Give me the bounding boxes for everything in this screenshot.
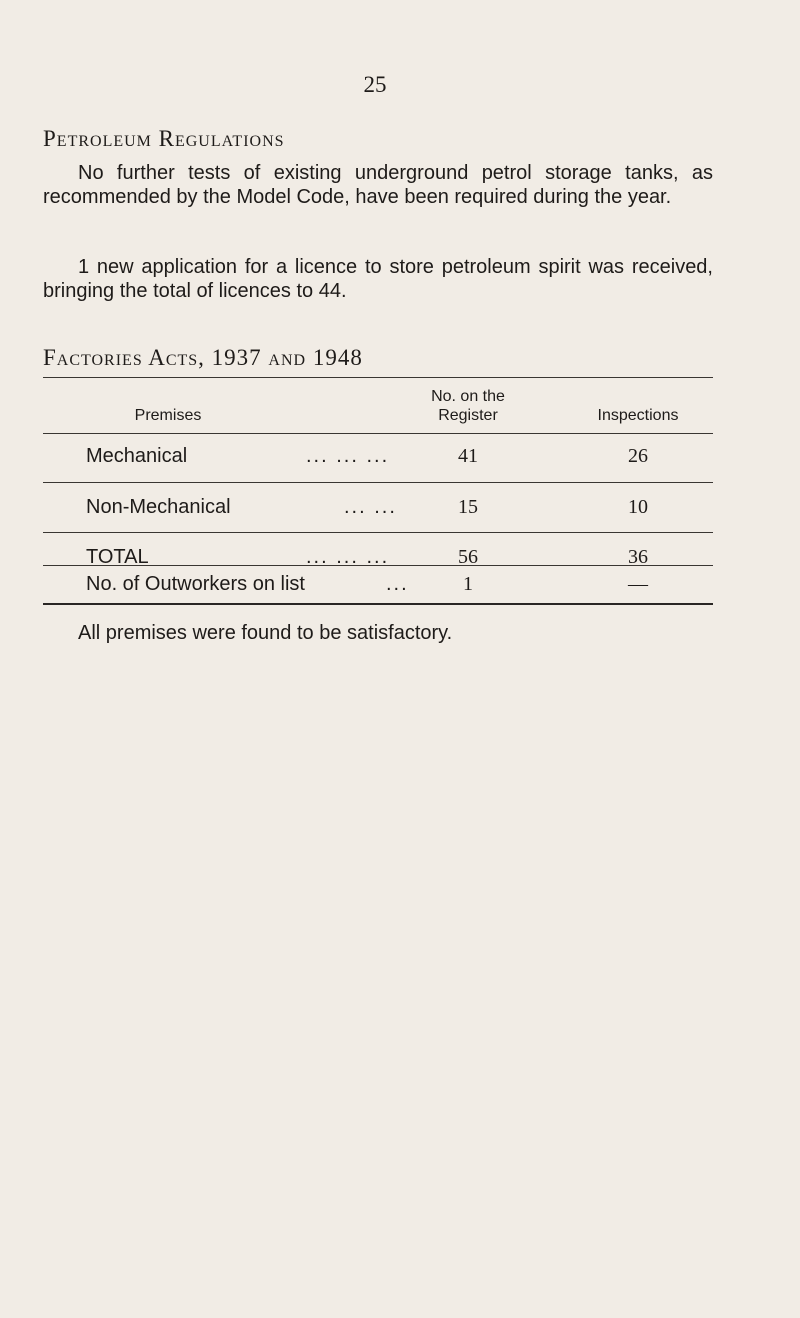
column-header-inspections: Inspections	[597, 407, 679, 424]
petroleum-paragraph-2: 1 new application for a licence to store petroleum spirit was received, bringing the total of licences to 44.	[43, 256, 713, 302]
factories-closing-statement: All premises were found to be satisfactory.	[78, 622, 453, 644]
row-label: Non-Mechanical	[86, 496, 231, 518]
row-leader: ... ... ...	[306, 445, 390, 467]
row-rule	[43, 532, 713, 533]
row-leader: ...	[386, 573, 409, 595]
register-value: 15	[458, 496, 478, 518]
inspections-value: 36	[628, 546, 648, 568]
row-rule	[43, 482, 713, 483]
inspections-value: —	[628, 573, 648, 595]
row-label: No. of Outworkers on list	[86, 573, 305, 595]
petroleum-paragraph-1: No further tests of existing underground petrol storage tanks, as recommended by the Model Code, have been required during the year.	[43, 162, 713, 208]
table-row-outworkers	[86, 572, 409, 596]
row-label: Mechanical	[86, 445, 188, 467]
row-leader: ... ... ...	[306, 546, 390, 568]
column-header-register-line2: Register	[438, 407, 498, 424]
table-row-mechanical	[86, 444, 390, 468]
register-value: 1	[463, 573, 473, 595]
header-rule	[43, 433, 713, 434]
row-leader: ... ...	[344, 496, 397, 518]
petroleum-regulations-heading: Petroleum Regulations	[43, 126, 285, 151]
register-value: 41	[458, 445, 478, 467]
inspections-value: 26	[628, 445, 648, 467]
row-rule	[43, 565, 713, 566]
table-row-non-mechanical	[86, 495, 397, 519]
register-value: 56	[458, 546, 478, 568]
inspections-value: 10	[628, 496, 648, 518]
column-header-premises: Premises	[134, 407, 202, 424]
row-label: TOTAL	[86, 546, 149, 568]
table-bottom-rule	[43, 603, 713, 605]
table-top-rule	[43, 377, 713, 378]
page-number: 25	[363, 72, 387, 97]
factories-acts-heading: Factories Acts, 1937 and 1948	[43, 345, 363, 370]
column-header-register-line1: No. on the	[431, 388, 505, 405]
